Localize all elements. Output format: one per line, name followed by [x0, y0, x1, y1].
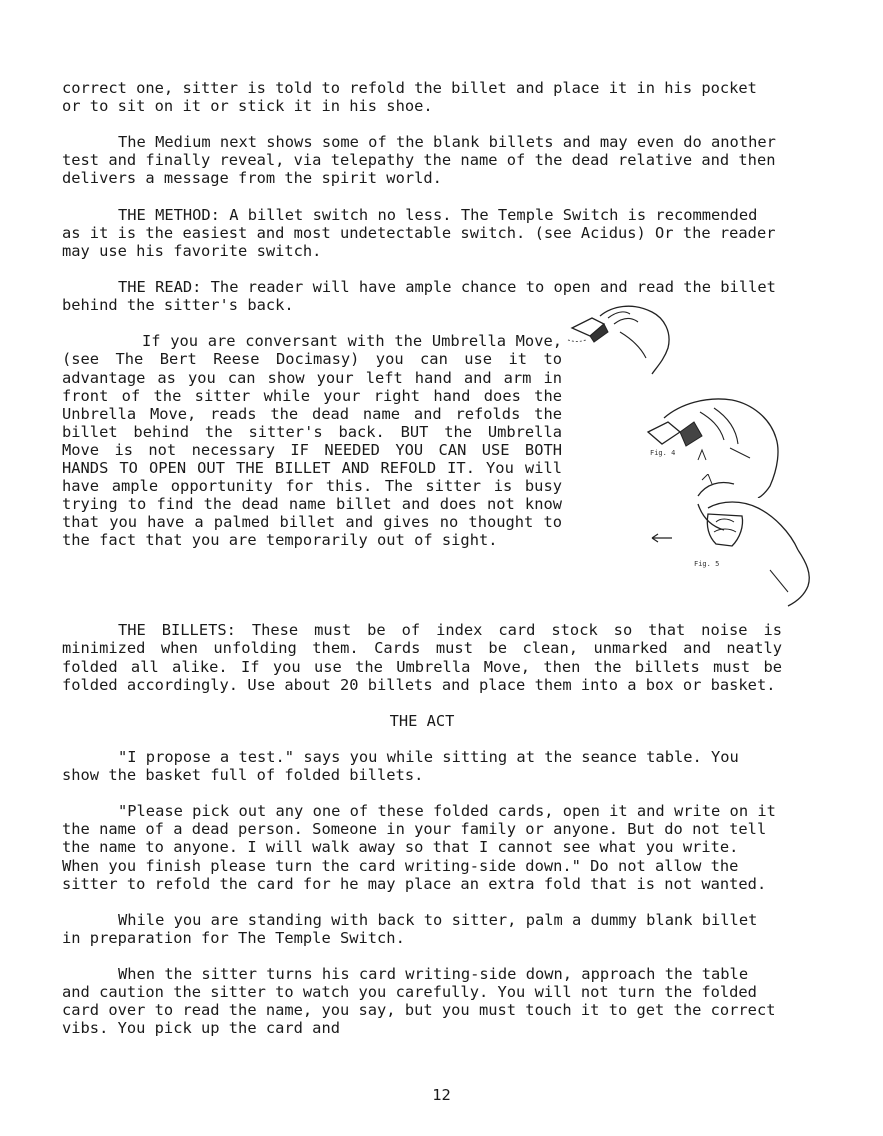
hands-palm-illustration-bottom — [650, 474, 822, 608]
paragraph-medium: The Medium next shows some of the blank billets and may even do another test and finally reveal, via telepathy the name of the dead relative and then delivers a message from the spirit world. — [62, 133, 776, 188]
paragraph-read: THE READ: The reader will have ample chance to open and read the billet behind the sitter's back. — [62, 278, 776, 315]
paragraph-pick-card: "Please pick out any one of these folded cards, open it and write on it the name of a dead person. Someone in your family or anyone. But do not tell the name to anyone. I will walk away so that I cannot see what you write. When you finish please turn the card writing-side down." Do not allow the sitter to refold the card for he may place an extra fold that is not wanted. — [62, 802, 776, 893]
paragraph-billets: THE BILLETS: These must be of index card stock so that noise is minimized when unfolding them. Cards must be clean, unmarked and neatly folded all alike. If you use the Umbrella Move, then the billets must be folded accordingly. Use about 20 billets and place them into a box or basket. — [62, 621, 782, 694]
paragraph-continuation: correct one, sitter is told to refold the billet and place it in his pocket or to sit on it or stick it in his shoe. — [62, 79, 757, 116]
page-number: 12 — [432, 1086, 451, 1104]
paragraph-umbrella-move: If you are conversant with the Umbrella Move, (see The Bert Reese Docimasy) you can use it to advantage as you can show your left hand and arm in front of the sitter while your right hand does the Unbrella Move, reads the dead name and refolds the billet behind the sitter's back. BUT the Umbrella Move is not necessary IF NEEDED YOU CAN USE BOTH HANDS TO OPEN OUT THE BILLET AND REFOLD IT. You will have ample opportunity for this. The sitter is busy trying to find the dead name billet and does not know that you have a palmed billet and gives no thought to the fact that you are temporarily out of sight. — [62, 332, 562, 550]
paragraph-approach-table: When the sitter turns his card writing-side down, approach the table and caution the sitter to watch you carefully. You will not turn the folded card over to read the name, you say, but you must touch it to get the correct vibs. You pick up the card and — [62, 965, 776, 1038]
figure-label-fig-5: Fig. 5 — [694, 560, 720, 568]
figure-label-fig-4: Fig. 4 — [650, 449, 676, 457]
paragraph-method: THE METHOD: A billet switch no less. The Temple Switch is recommended as it is the easiest and most undetectable switch. (see Acidus) Or the reader may use his favorite switch. — [62, 205, 776, 260]
paragraph-propose-test: "I propose a test." says you while sitting at the seance table. You show the basket full of folded billets. — [62, 747, 739, 785]
hand-billet-illustration-top — [560, 298, 680, 378]
section-title-the-act: THE ACT — [389, 711, 455, 730]
paragraph-palm-dummy: While you are standing with back to sitter, palm a dummy blank billet in preparation for The Temple Switch. — [62, 910, 758, 947]
